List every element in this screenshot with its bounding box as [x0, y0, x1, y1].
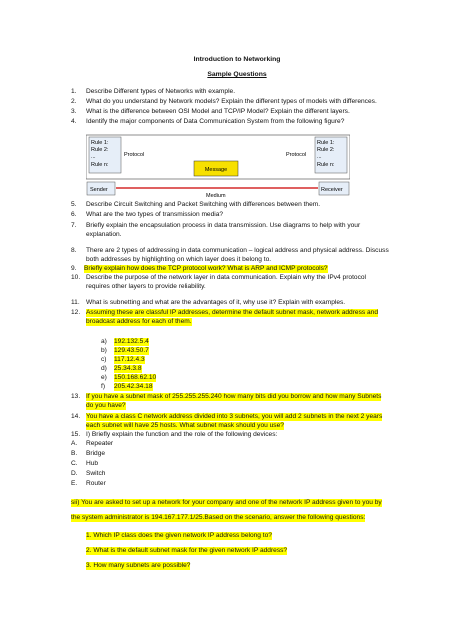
rule-right-1: Rule 1: — [317, 140, 335, 146]
rule-left-n: Rule n: — [91, 162, 109, 168]
medium-label: Medium — [206, 193, 226, 199]
rule-right-2: Rule 2: — [317, 147, 335, 153]
rule-right-3: ... — [317, 154, 322, 160]
scenario-line-2: the system administrator is 194.167.177.1/25.Based on the scenario, answer the following questions: — [71, 514, 366, 521]
scenario-question-2: 2. What is the default subnet mask for the given network IP address? — [86, 547, 288, 554]
receiver-label: Receiver — [321, 187, 343, 193]
rule-left-3: ... — [91, 154, 96, 160]
scenario-line-1: sii) You are asked to set up a network for your company and one of the network IP address given to you by — [71, 499, 382, 506]
rule-left-1: Rule 1: — [91, 140, 109, 146]
rule-left-2: Rule 2: — [91, 147, 109, 153]
protocol-right-label: Protocol — [286, 152, 307, 158]
scenario-question-3: 3. How many subnets are possible? — [86, 562, 191, 569]
sender-label: Sender — [90, 187, 108, 193]
rule-right-n: Rule n: — [317, 162, 335, 168]
message-label: Message — [204, 167, 228, 173]
page-title: Introduction to Networking — [193, 56, 281, 63]
diagram-svg — [86, 133, 350, 199]
protocol-left-label: Protocol — [124, 152, 145, 158]
page-subtitle: Sample Questions — [207, 71, 267, 78]
data-communication-diagram — [86, 133, 350, 199]
document-page: Introduction to Networking Sample Questions 1. Describe Different types of Networks with example. 2. What do you understand by Network models? Explain the different types of models with differences. 3. What is the difference between OSI Model and TCP/IP Model? Explain the different layers. 4. Identify the major components of Data Communication System from the following figure? Rule 1: Rule 2: ... Rule n: Protocol Rule 1: Rule 2: ... Rule n: Protocol Message Sender Receiver Medium 5. Describe Circuit Switching and Packet Switching with differences between them. 6. What are the two types of transmission media? 7. Briefly explain the encapsulation process in data transmission. Use diagrams to help with your explanation. 8. There are 2 types of addressing in data communication – logical address and physical address. Discuss both addresses by highlighting on which layer does it belong to. 9. Briefly explain how does the TCP protocol work? What is ARP and ICMP protocols? 10. Describe the purpose of the network layer in data communication. Explain why the IPv4 protocol requires other layers to provide reliability. 11. What is subnetting and what are the advantages of it, why use it? Explain with examples. 12. Assuming these are classful IP addresses, determine the default subnet mask, network address and broadcast address for each of them. a) 192.132.5.4 b) 129.43.50.7 c) 117.12.4.3 d) 25.34.3.8 e) 150.168.62.10 f) 205.42.34.18 13. If you have a subnet mask of 255.255.255.240 how many bits did you borrow and how many Subnets do you have? 14. You have a class C network address divided into 3 subnets, you will add 2 subnets in the next 2 years each subnet will have 25 hosts. What subnet mask should you use? 15. I) Briefly explain the function and the role of the following devices: A. Repeater B. Bridge C. Hub D. Switch E. Router sii) You are asked to set up a network for your company and one of the network IP address given to you by the system administrator is 194.167.177.1/25.Based on the scenario, answer the following questions: 1. Which IP class does the given network IP address belong to? 2. What is the default subnet mask for the given network IP address? 3. How many subnets are possible? — [0, 0, 474, 632]
scenario-question-1: 1. Which IP class does the given network IP address belong to? — [86, 532, 272, 539]
